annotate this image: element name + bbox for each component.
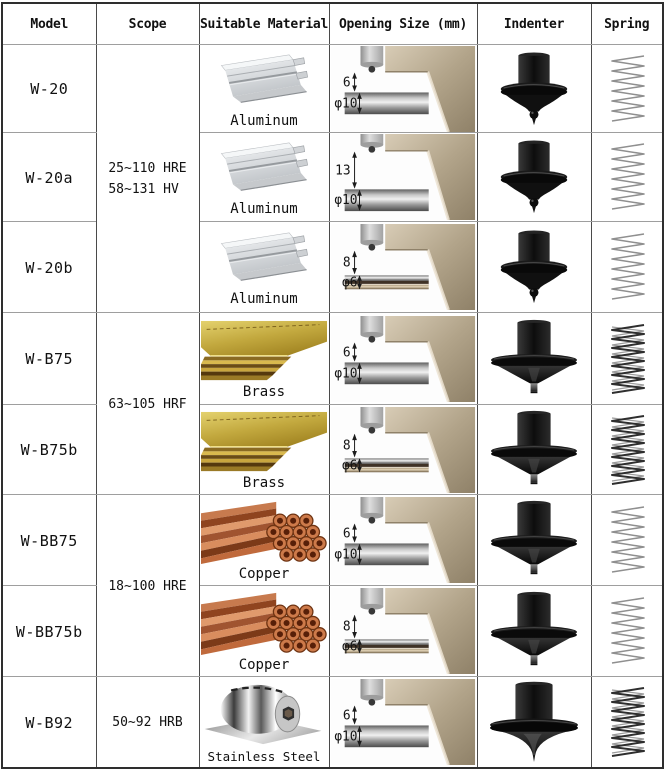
model-cell	[2, 313, 96, 405]
opening-gap-image	[330, 588, 476, 674]
gap-dimension-label: 8	[342, 619, 351, 635]
header-row	[2, 3, 663, 45]
model-cell	[2, 405, 96, 495]
sharp-cone-indenter-image	[480, 680, 588, 764]
material-cell	[199, 405, 329, 495]
scope-line: 50~92 HRB	[112, 715, 183, 730]
opening-gap-image	[330, 679, 476, 765]
scope-line: 58~131 HV	[108, 181, 179, 197]
material-cell	[199, 133, 329, 222]
diameter-dimension-label: φ10	[334, 95, 358, 111]
spring-cell	[591, 133, 663, 222]
model-label: W-20b	[25, 258, 74, 277]
opening-size-cell	[329, 222, 477, 313]
material-label: Brass	[242, 474, 286, 491]
gap-dimension-label: 6	[342, 708, 351, 724]
spring-cell	[591, 405, 663, 495]
indenter-cell	[477, 133, 591, 222]
opening-gap-image	[330, 134, 476, 220]
indenter-cell	[477, 677, 591, 769]
opening-size-cell	[329, 586, 477, 677]
scope-cell	[96, 45, 199, 313]
dense-coil-spring-image	[600, 684, 654, 760]
aluminum-extrusion-image	[205, 138, 323, 200]
opening-gap-image	[330, 407, 476, 493]
indenter-cell	[477, 586, 591, 677]
gap-dimension-label: 13	[335, 163, 351, 179]
spring-cell	[591, 45, 663, 133]
diameter-dimension-label: φ10	[334, 193, 358, 209]
table-row	[2, 45, 663, 133]
indenter-cell	[477, 45, 591, 133]
opening-size-cell	[329, 313, 477, 405]
indenter-cell	[477, 222, 591, 313]
diameter-dimension-label: φ10	[334, 729, 358, 745]
opening-gap-image	[330, 316, 476, 402]
brass-sheet-stack-image	[201, 410, 327, 474]
model-cell	[2, 677, 96, 769]
spring-cell	[591, 495, 663, 586]
material-cell	[199, 45, 329, 133]
model-cell	[2, 45, 96, 133]
model-cell	[2, 133, 96, 222]
thin-coil-spring-image	[600, 229, 654, 305]
scope-line: 63~105 HRF	[108, 396, 187, 412]
opening-gap-image	[330, 46, 476, 132]
ball-tip-indenter-image	[480, 225, 588, 309]
material-label: Aluminum	[230, 201, 298, 217]
model-label: W-B75	[25, 350, 74, 368]
opening-gap-image	[330, 497, 476, 583]
gap-dimension-label: 6	[342, 526, 351, 542]
spring-cell	[591, 313, 663, 405]
model-label: W-B92	[25, 713, 74, 732]
material-cell	[199, 677, 329, 769]
pin-tip-indenter-image	[480, 408, 588, 492]
header-spring: Spring	[591, 3, 663, 45]
ball-tip-indenter-image	[480, 135, 588, 219]
diameter-dimension-label: φ6	[342, 275, 358, 291]
spring-cell	[591, 222, 663, 313]
hardness-tester-spec-table	[1, 2, 664, 769]
scope-cell	[96, 313, 199, 495]
pin-tip-indenter-image	[480, 498, 588, 582]
pin-tip-indenter-image	[480, 317, 588, 401]
ball-tip-indenter-image	[480, 47, 588, 131]
spring-cell	[591, 586, 663, 677]
gap-dimension-label: 8	[342, 255, 351, 271]
opening-size-cell	[329, 45, 477, 133]
table-row	[2, 495, 663, 586]
material-cell	[199, 495, 329, 586]
opening-size-cell	[329, 133, 477, 222]
header-suitable-material: Suitable Material	[199, 3, 329, 45]
header-opening-size: Opening Size (mm)	[329, 3, 477, 45]
aluminum-extrusion-image	[205, 228, 323, 290]
spring-cell	[591, 677, 663, 769]
stainless-steel-coil-image	[201, 681, 327, 747]
material-label: Aluminum	[230, 291, 298, 307]
scope-line: 25~110 HRE	[108, 160, 187, 176]
material-label: Copper	[238, 566, 290, 582]
diameter-dimension-label: φ10	[334, 547, 358, 563]
table-row	[2, 677, 663, 769]
header-model: Model	[2, 3, 96, 45]
model-cell	[2, 586, 96, 677]
copper-tube-bundle-image	[201, 590, 327, 656]
opening-size-cell	[329, 405, 477, 495]
material-cell	[199, 313, 329, 405]
model-label: W-B75b	[20, 441, 78, 459]
scope-cell	[96, 495, 199, 677]
model-cell	[2, 222, 96, 313]
indenter-cell	[477, 495, 591, 586]
gap-dimension-label: 8	[342, 438, 351, 454]
gap-dimension-label: 6	[342, 75, 351, 91]
thin-coil-spring-image	[600, 139, 654, 215]
diameter-dimension-label: φ10	[334, 365, 358, 381]
scope-cell	[96, 677, 199, 769]
thin-coil-spring-image	[600, 593, 654, 669]
copper-tube-bundle-image	[201, 499, 327, 565]
material-cell	[199, 222, 329, 313]
model-label: W-20	[30, 80, 69, 98]
indenter-cell	[477, 405, 591, 495]
brass-sheet-stack-image	[201, 319, 327, 383]
indenter-cell	[477, 313, 591, 405]
header-scope: Scope	[96, 3, 199, 45]
material-label: Copper	[238, 657, 290, 673]
spec-table-container	[1, 2, 662, 769]
aluminum-extrusion-image	[205, 50, 323, 112]
diameter-dimension-label: φ6	[342, 457, 358, 473]
opening-gap-image	[330, 224, 476, 310]
dense-coil-spring-image	[600, 412, 654, 488]
table-row	[2, 313, 663, 405]
diameter-dimension-label: φ6	[342, 639, 358, 655]
pin-tip-indenter-image	[480, 589, 588, 673]
model-label: W-BB75b	[15, 622, 83, 641]
opening-size-cell	[329, 495, 477, 586]
scope-line: 18~100 HRE	[108, 578, 187, 594]
thin-coil-spring-image	[600, 502, 654, 578]
thin-coil-spring-image	[600, 51, 654, 127]
material-cell	[199, 586, 329, 677]
opening-size-cell	[329, 677, 477, 769]
dense-coil-spring-image	[600, 321, 654, 397]
material-label: Aluminum	[230, 112, 298, 129]
gap-dimension-label: 6	[342, 345, 351, 361]
material-label: Stainless Steel	[207, 749, 321, 764]
model-cell	[2, 495, 96, 586]
model-label: W-20a	[25, 168, 74, 187]
material-label: Brass	[242, 383, 286, 400]
model-label: W-BB75	[20, 531, 78, 550]
header-indenter: Indenter	[477, 3, 591, 45]
